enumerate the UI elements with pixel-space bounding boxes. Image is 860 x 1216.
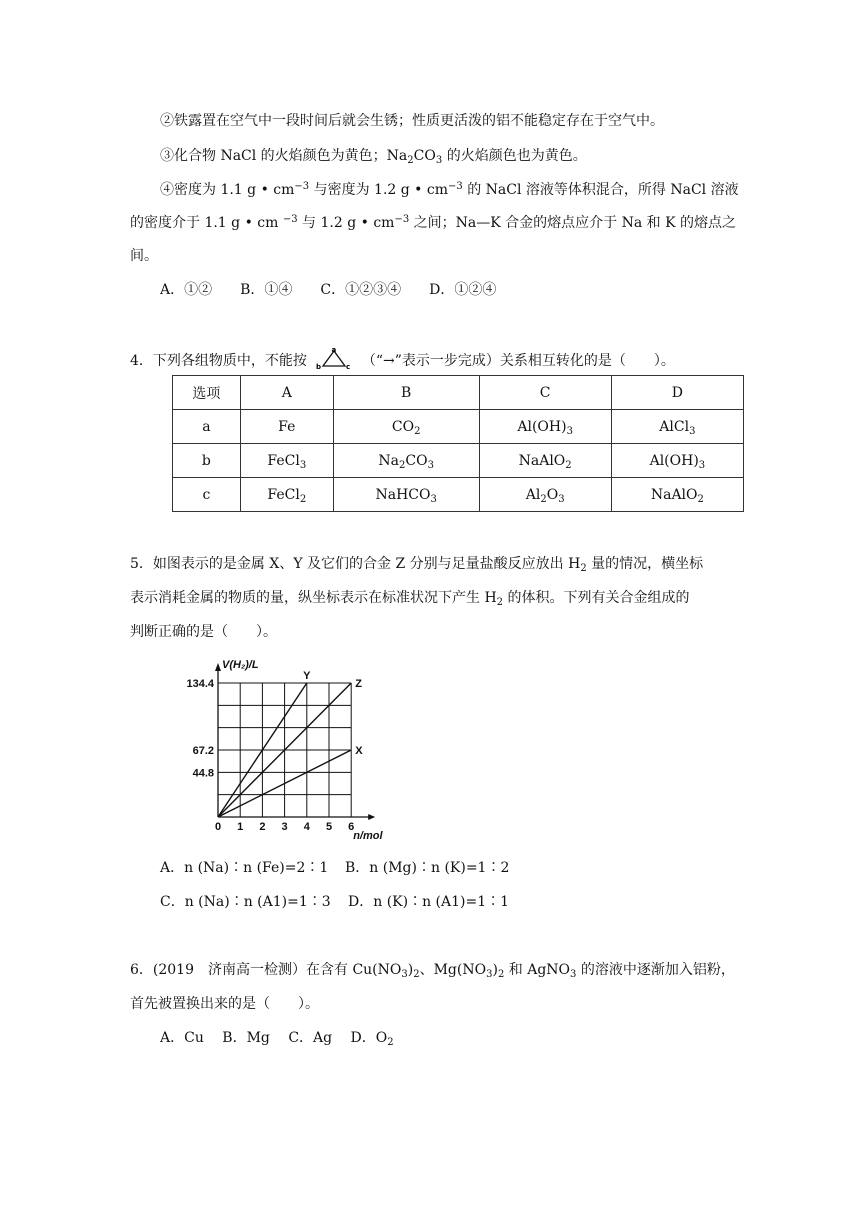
table-header-cell: 选项 — [173, 376, 241, 410]
q4-stem: 4．下列各组物质中，不能按 a b c （“→”表示一步完成）关系相互转化的是（ ）。 — [130, 347, 675, 371]
table-row — [173, 444, 744, 478]
x-tick-label: 2 — [259, 821, 266, 833]
y-tick-label: 134.4 — [186, 678, 214, 690]
table-header-cell: C — [479, 376, 611, 410]
x-tick-label: 5 — [325, 821, 333, 833]
y-axis-arrow — [215, 663, 221, 671]
q3-options: A．①② B．①④ C．①②③④ D．①②④ — [160, 282, 497, 298]
h2-volume-chart — [178, 658, 388, 842]
q5-option-c: C．n (Na)∶n (A1)=1∶3 — [160, 894, 331, 910]
x-tick-label: 6 — [348, 821, 355, 833]
q6-options: A．Cu B．Mg C．Ag D．$O_2$ — [160, 1030, 394, 1048]
q5-stem-line1: 5．如图表示的是金属 X、Y 及它们的合金 Z 分别与足量盐酸反应放出 $H_2$ 量的情况，横坐标 — [130, 556, 704, 574]
table-header-cell: A — [240, 376, 333, 410]
table-cell: AlCl$_3$ — [611, 410, 743, 444]
table-cell: $Na_2CO_3$ — [333, 444, 479, 478]
q3-statement-3: ③化合物 NaCl 的火焰颜色为黄色；$Na_2CO_3$ 的火焰颜色也为黄色。 — [160, 148, 587, 166]
x-tick-label: 0 — [214, 821, 222, 833]
q4-options-table — [172, 375, 744, 512]
table-cell: NaAlO$_2$ — [479, 444, 611, 478]
table-row — [173, 478, 744, 512]
y-tick-label: 67.2 — [192, 745, 214, 757]
triangle-relation-icon — [315, 347, 353, 371]
y-axis-label: V(H₂)/L — [222, 659, 259, 671]
q5-option-b: B．n (Mg)∶n (K)=1∶2 — [345, 860, 510, 876]
table-cell: FeCl$_2$ — [240, 478, 333, 512]
series-label-y: Y — [303, 670, 311, 682]
q5-stem-line2: 表示消耗金属的物质的量，纵坐标表示在标准状况下产生 $H_2$ 的体积。下列有关合金组成的 — [130, 590, 690, 608]
triangle-label-a: a — [331, 347, 337, 354]
q5-option-d: D．n (K)∶n (A1)=1∶1 — [348, 894, 510, 910]
x-tick-label: 3 — [281, 821, 288, 833]
row-label: c — [173, 478, 241, 512]
table-cell: NaHCO$_3$ — [333, 478, 479, 512]
series-label-x: X — [355, 745, 363, 757]
table-cell: FeCl$_3$ — [240, 444, 333, 478]
x-tick-label: 4 — [303, 821, 310, 833]
q6-stem-line2: 首先被置换出来的是（ ）。 — [130, 996, 319, 1012]
q3-statement-2: ②铁露置在空气中一段时间后就会生锈；性质更活泼的铝不能稳定存在于空气中。 — [160, 113, 664, 129]
table-header-cell: B — [333, 376, 479, 410]
table-cell: $Al(OH)_3$ — [479, 410, 611, 444]
q6-stem-line1: 6．(2019 济南高一检测）在含有 $Cu(NO_3)_2$、$Mg(NO_3)_2$ 和 AgNO$_3$ 的溶液中逐渐加入铝粉， — [130, 962, 735, 980]
q3-statement-4-line2: 的密度介于 1.1 g • cm $^{-3}$ 与 1.2 g • $cm^{-3}$ 之间；Na—K 合金的熔点应介于 Na 和 K 的熔点之 — [130, 214, 737, 231]
triangle-label-c: c — [346, 363, 351, 371]
row-label: a — [173, 410, 241, 444]
table-cell: $Al_2O_3$ — [479, 478, 611, 512]
x-axis-arrow — [368, 814, 375, 820]
y-tick-label: 44.8 — [192, 767, 214, 780]
x-axis-label: n/mol — [353, 830, 383, 842]
table-header-row — [173, 376, 744, 410]
table-header-cell: D — [611, 376, 743, 410]
row-label: b — [173, 444, 241, 478]
series-label-z: Z — [355, 678, 362, 690]
q5-stem-line3: 判断正确的是（ ）。 — [130, 624, 277, 640]
table-cell: $CO_2$ — [333, 410, 479, 444]
q3-statement-4-line1: ④密度为 1.1 g • $cm^{-3}$ 与密度为 1.2 g • $cm^{-3}$ 的 NaCl 溶液等体积混合，所得 NaCl 溶液 — [160, 181, 739, 198]
x-tick-label: 1 — [237, 821, 244, 833]
table-cell: NaAlO$_2$ — [611, 478, 743, 512]
q5-option-a: A．n (Na)∶n (Fe)=2∶1 — [160, 860, 329, 876]
table-cell: $Al(OH)_3$ — [611, 444, 743, 478]
triangle-label-b: b — [316, 363, 322, 371]
q3-statement-4-line3: 间。 — [130, 248, 158, 264]
table-cell: Fe — [240, 410, 333, 444]
table-row — [173, 410, 744, 444]
